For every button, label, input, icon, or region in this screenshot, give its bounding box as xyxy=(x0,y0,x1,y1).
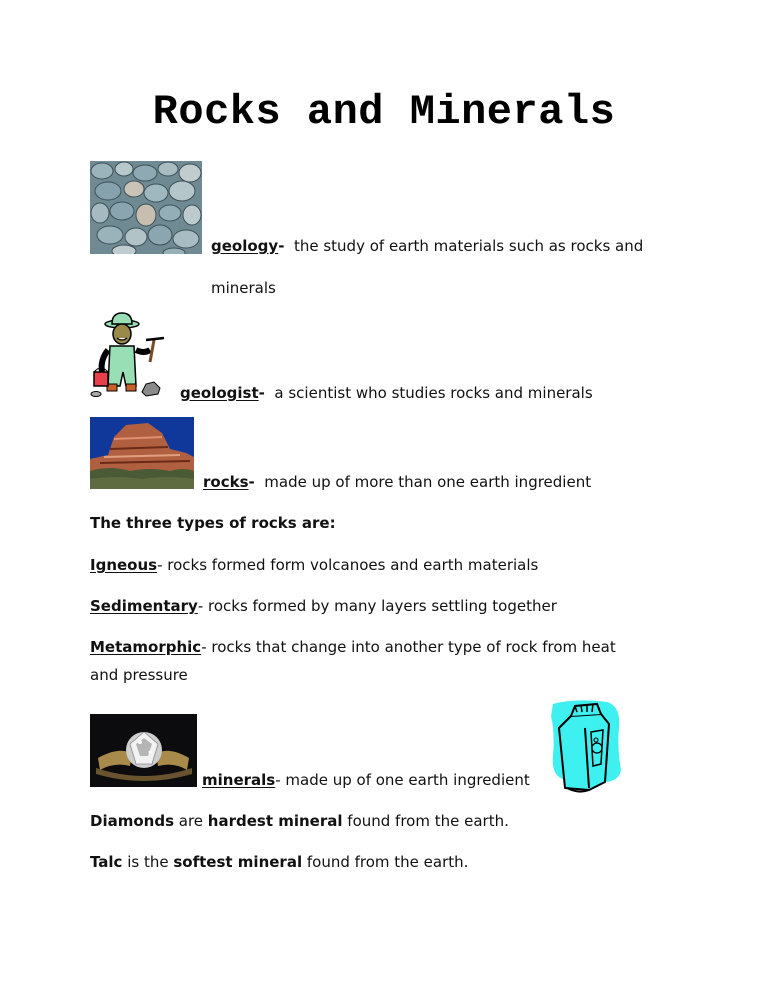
geologist-image xyxy=(88,310,176,400)
rocks-term: rocks xyxy=(203,473,249,491)
geology-definition-continuation: minerals xyxy=(211,279,276,297)
talc-bottle-image xyxy=(545,698,625,794)
sedimentary-term: Sedimentary xyxy=(90,597,198,615)
pebbles-image xyxy=(90,161,202,254)
geology-separator: - xyxy=(278,237,285,255)
rock-types-heading: The three types of rocks are: xyxy=(90,514,336,532)
rock-formation-image xyxy=(90,417,194,489)
diamond-fact xyxy=(90,811,509,831)
geology-definition xyxy=(211,236,643,256)
fact-text: is the xyxy=(122,853,174,871)
hardest-mineral-label: hardest mineral xyxy=(207,812,343,830)
metamorphic-definition: - rocks that change into another type of rock from heat xyxy=(201,638,616,656)
geologist-separator: - xyxy=(258,384,265,402)
geology-term: geology xyxy=(211,237,279,255)
rocks-definition-text: made up of more than one earth ingredient xyxy=(254,473,592,491)
geology-definition-text: the study of earth materials such as rocks and xyxy=(284,237,644,255)
metamorphic-definition-continuation: and pressure xyxy=(90,666,188,684)
softest-mineral-label: softest mineral xyxy=(173,853,303,871)
fact-text: found from the earth. xyxy=(302,853,469,871)
geologist-definition-text: a scientist who studies rocks and minerals xyxy=(264,384,593,402)
fact-text: are xyxy=(174,812,208,830)
rock-type-sedimentary xyxy=(90,596,557,616)
talc-label: Talc xyxy=(90,853,123,871)
minerals-definition-text: - made up of one earth ingredient xyxy=(275,771,530,789)
geologist-definition xyxy=(180,383,593,403)
geologist-term: geologist xyxy=(180,384,259,402)
page-title: Rocks and Minerals xyxy=(152,88,616,136)
diamond-ring-image xyxy=(90,714,197,787)
sedimentary-definition: - rocks formed by many layers settling together xyxy=(197,597,557,615)
rock-type-metamorphic xyxy=(90,637,616,657)
talc-fact xyxy=(90,852,468,872)
minerals-definition xyxy=(202,770,530,790)
igneous-definition: - rocks formed form volcanoes and earth materials xyxy=(157,556,539,574)
metamorphic-term: Metamorphic xyxy=(90,638,202,656)
rocks-definition xyxy=(203,472,591,492)
rock-type-igneous xyxy=(90,555,538,575)
igneous-term: Igneous xyxy=(90,556,158,574)
minerals-term: minerals xyxy=(202,771,276,789)
rocks-separator: - xyxy=(248,473,255,491)
diamonds-label: Diamonds xyxy=(90,812,174,830)
fact-text: found from the earth. xyxy=(342,812,509,830)
